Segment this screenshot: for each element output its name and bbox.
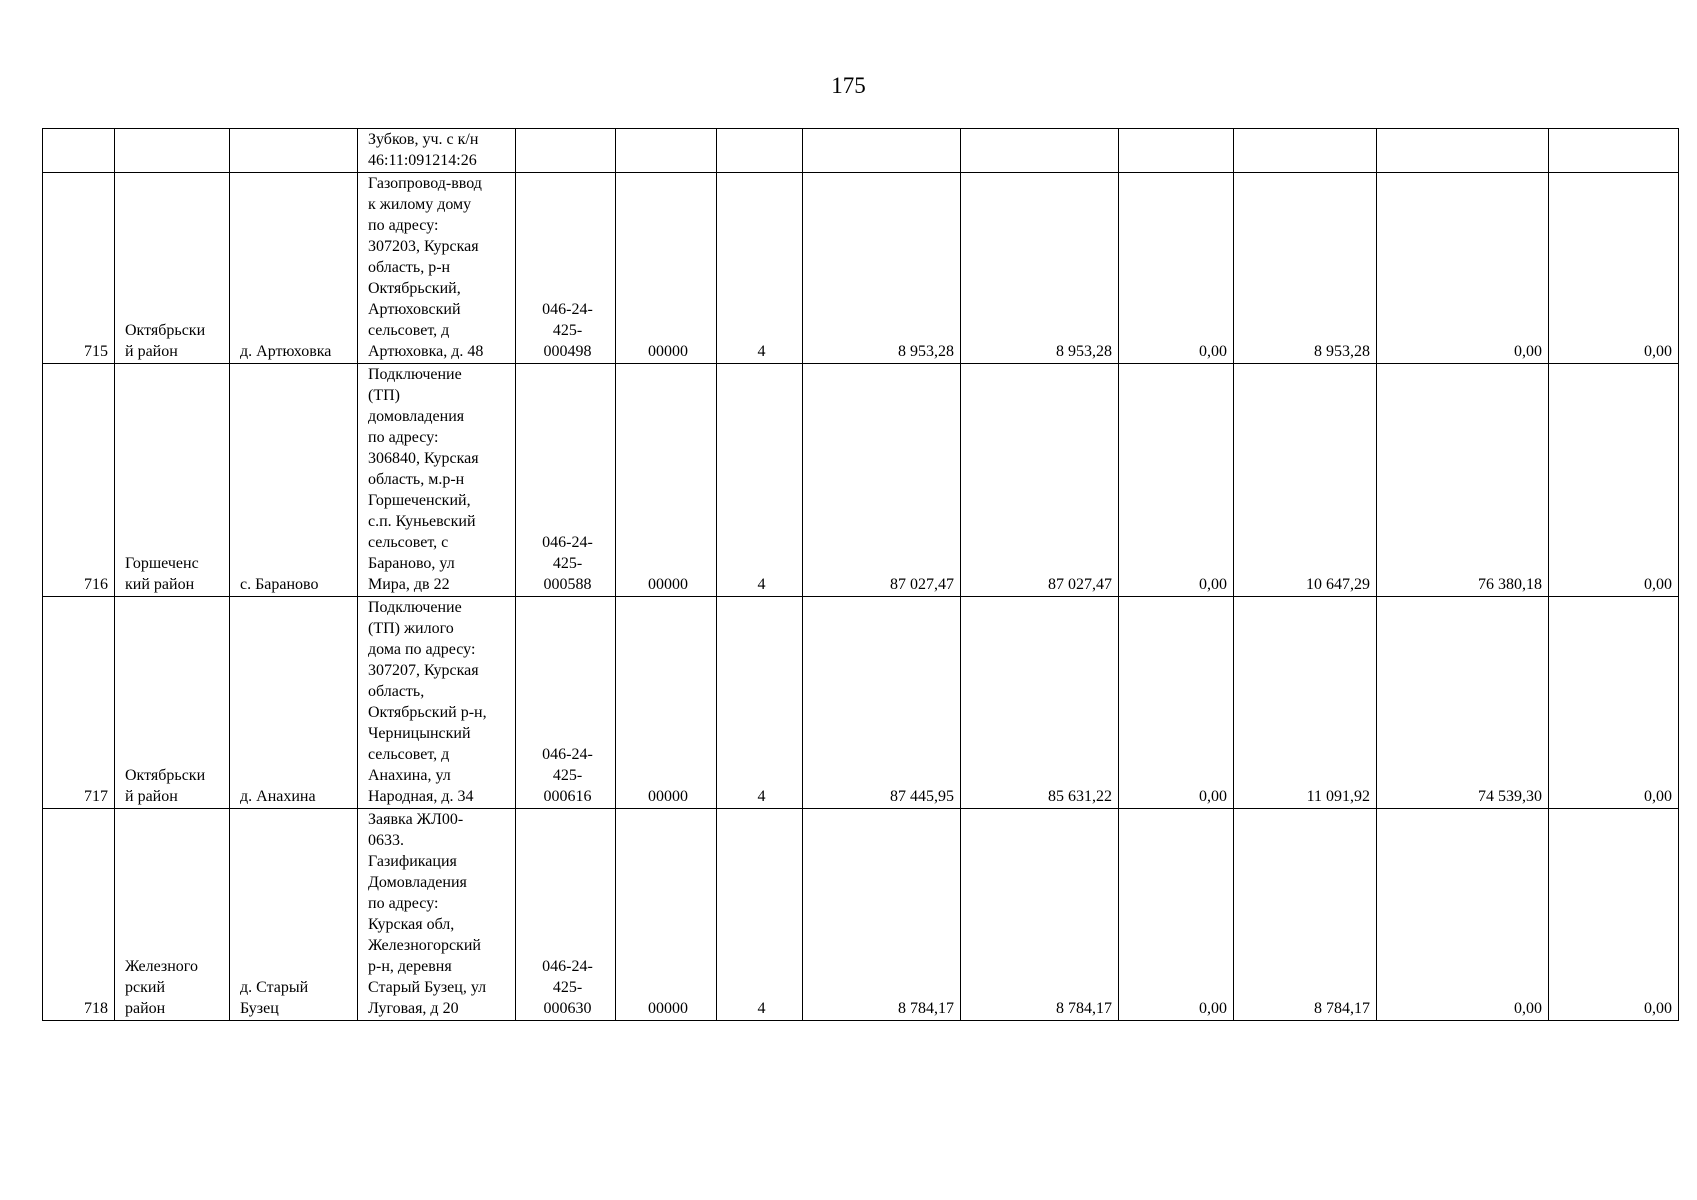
amount-3-cell: 0,00 xyxy=(1119,809,1234,1021)
amount-1-cell: 8 953,28 xyxy=(803,173,961,364)
code-cell: 046-24- 425- 000588 xyxy=(516,364,616,597)
table-row xyxy=(43,809,1679,1021)
amount-6-cell: 0,00 xyxy=(1549,809,1679,1021)
description-cell: Зубков, уч. с к/н 46:11:091214:26 xyxy=(358,129,516,173)
locality-cell: д. Старый Бузец xyxy=(230,809,358,1021)
amount-5-cell: 74 539,30 xyxy=(1377,597,1549,809)
amount-4-cell: 11 091,92 xyxy=(1234,597,1377,809)
amount-4-cell: 10 647,29 xyxy=(1234,364,1377,597)
quantity-cell: 4 xyxy=(717,597,803,809)
amount-1-cell: 87 027,47 xyxy=(803,364,961,597)
quantity-cell: 4 xyxy=(717,364,803,597)
district-cell xyxy=(115,129,230,173)
class-code-cell: 00000 xyxy=(616,364,717,597)
district-cell: Октябрьски й район xyxy=(115,597,230,809)
table-row xyxy=(43,597,1679,809)
amount-1-cell xyxy=(803,129,961,173)
locality-cell: д. Артюховка xyxy=(230,173,358,364)
amount-5-cell: 0,00 xyxy=(1377,173,1549,364)
code-cell xyxy=(516,129,616,173)
amount-6-cell xyxy=(1549,129,1679,173)
row-number-cell: 715 xyxy=(43,173,115,364)
amount-3-cell: 0,00 xyxy=(1119,173,1234,364)
amount-2-cell: 8 784,17 xyxy=(961,809,1119,1021)
row-number-cell: 718 xyxy=(43,809,115,1021)
locality-cell: с. Бараново xyxy=(230,364,358,597)
description-cell: Подключение (ТП) жилого дома по адресу: 307207, Курская область, Октябрьский р-н, Черницынский сельсовет, д Анахина, ул Народная, д. 34 xyxy=(358,597,516,809)
description-cell: Подключение (ТП) домовладения по адресу: 306840, Курская область, м.р-н Горшеченский, с.п. Куньевский сельсовет, с Бараново, ул Мира, дв 22 xyxy=(358,364,516,597)
amount-5-cell: 0,00 xyxy=(1377,809,1549,1021)
description-cell: Заявка ЖЛ00- 0633. Газификация Домовладения по адресу: Курская обл, Железногорский р-н, деревня Старый Бузец, ул Луговая, д 20 xyxy=(358,809,516,1021)
table-row xyxy=(43,129,1679,173)
code-cell: 046-24- 425- 000498 xyxy=(516,173,616,364)
registry-table xyxy=(42,128,1679,1021)
code-cell: 046-24- 425- 000616 xyxy=(516,597,616,809)
page-number: 175 xyxy=(831,73,866,98)
amount-3-cell: 0,00 xyxy=(1119,597,1234,809)
amount-1-cell: 87 445,95 xyxy=(803,597,961,809)
amount-4-cell xyxy=(1234,129,1377,173)
district-cell: Железного рский район xyxy=(115,809,230,1021)
table-row xyxy=(43,364,1679,597)
amount-5-cell: 76 380,18 xyxy=(1377,364,1549,597)
amount-2-cell: 8 953,28 xyxy=(961,173,1119,364)
table-row xyxy=(43,173,1679,364)
amount-4-cell: 8 953,28 xyxy=(1234,173,1377,364)
amount-4-cell: 8 784,17 xyxy=(1234,809,1377,1021)
amount-6-cell: 0,00 xyxy=(1549,364,1679,597)
district-cell: Октябрьски й район xyxy=(115,173,230,364)
district-cell: Горшеченс кий район xyxy=(115,364,230,597)
row-number-cell: 717 xyxy=(43,597,115,809)
amount-1-cell: 8 784,17 xyxy=(803,809,961,1021)
amount-2-cell xyxy=(961,129,1119,173)
amount-5-cell xyxy=(1377,129,1549,173)
class-code-cell: 00000 xyxy=(616,597,717,809)
amount-2-cell: 87 027,47 xyxy=(961,364,1119,597)
class-code-cell xyxy=(616,129,717,173)
description-cell: Газопровод-ввод к жилому дому по адресу: 307203, Курская область, р-н Октябрьский, Артюховский сельсовет, д Артюховка, д. 48 xyxy=(358,173,516,364)
class-code-cell: 00000 xyxy=(616,173,717,364)
amount-3-cell: 0,00 xyxy=(1119,364,1234,597)
class-code-cell: 00000 xyxy=(616,809,717,1021)
quantity-cell: 4 xyxy=(717,809,803,1021)
code-cell: 046-24- 425- 000630 xyxy=(516,809,616,1021)
amount-3-cell xyxy=(1119,129,1234,173)
locality-cell: д. Анахина xyxy=(230,597,358,809)
amount-6-cell: 0,00 xyxy=(1549,173,1679,364)
row-number-cell xyxy=(43,129,115,173)
quantity-cell xyxy=(717,129,803,173)
amount-2-cell: 85 631,22 xyxy=(961,597,1119,809)
row-number-cell: 716 xyxy=(43,364,115,597)
amount-6-cell: 0,00 xyxy=(1549,597,1679,809)
quantity-cell: 4 xyxy=(717,173,803,364)
locality-cell xyxy=(230,129,358,173)
